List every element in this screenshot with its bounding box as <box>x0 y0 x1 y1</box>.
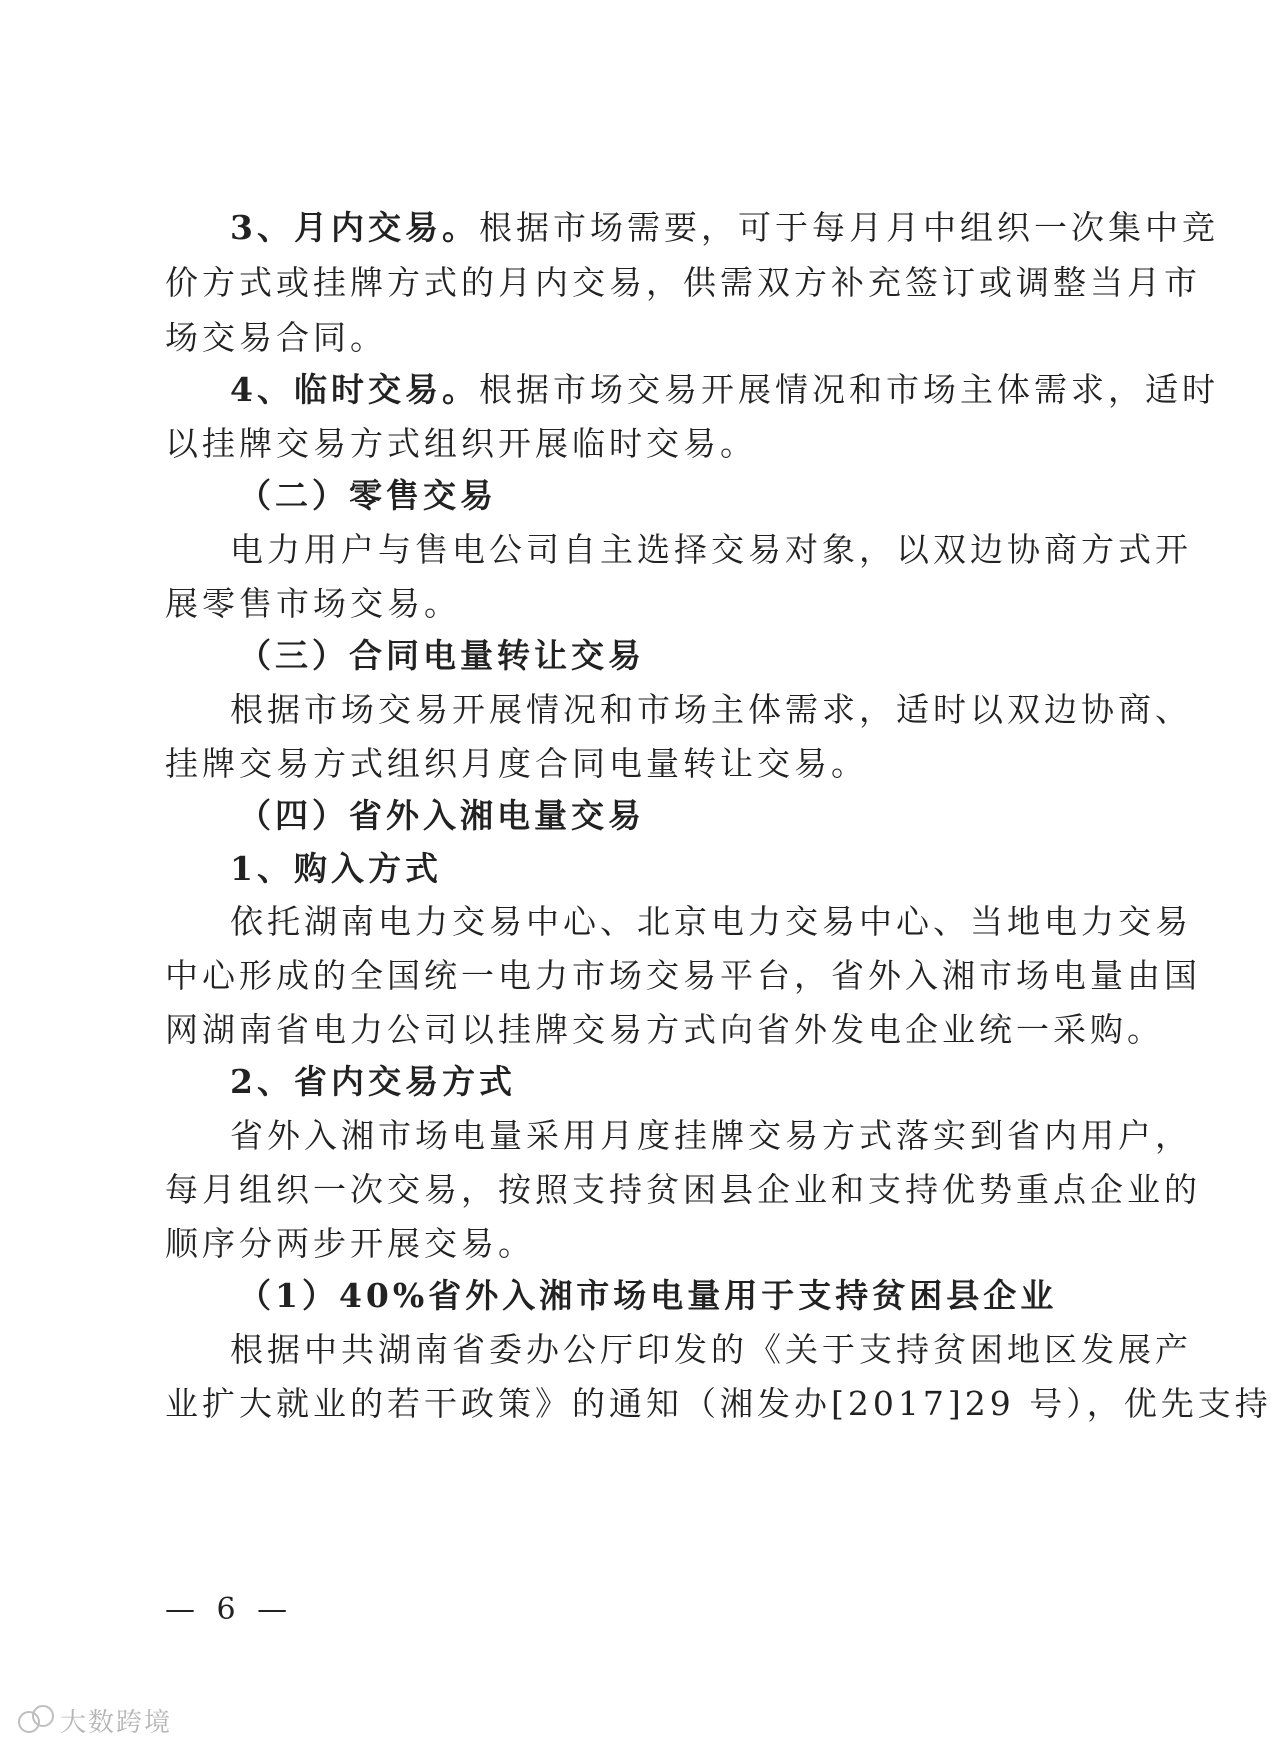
paragraph-line: 展零售市场交易。 <box>165 584 461 623</box>
paragraph-line: 业扩大就业的若干政策》的通知（湘发办[2017]29 号），优先支持 <box>165 1384 1272 1423</box>
section-heading: （四）省外入湘电量交易 <box>238 796 645 835</box>
paragraph-line: 依托湖南电力交易中心、北京电力交易中心、当地电力交易 <box>230 902 1192 941</box>
watermark-text: 大数跨境 <box>60 1707 173 1738</box>
watermark <box>18 1702 172 1738</box>
section-heading: （二）零售交易 <box>238 476 497 515</box>
paragraph-line: 场交易合同。 <box>165 318 387 357</box>
subsection-heading: 1、购入方式 <box>230 849 442 888</box>
item-lead: 3、月内交易。 <box>230 208 479 247</box>
paragraph-line: 挂牌交易方式组织月度合同电量转让交易。 <box>165 744 868 783</box>
paragraph-line <box>230 360 1219 420</box>
watermark-logo-icon <box>18 1705 54 1735</box>
item-lead: 4、临时交易。 <box>230 370 479 409</box>
paragraph-line: 以挂牌交易方式组织开展临时交易。 <box>165 424 757 463</box>
paragraph-line: 根据市场交易开展情况和市场主体需求，适时以双边协商、 <box>230 690 1192 729</box>
page-number: — 6 — <box>165 1592 294 1627</box>
paragraph-line: 价方式或挂牌方式的月内交易，供需双方补充签订或调整当月市 <box>165 263 1201 302</box>
section-heading: （三）合同电量转让交易 <box>238 636 645 675</box>
paragraph-line: 省外入湘市场电量采用月度挂牌交易方式落实到省内用户， <box>230 1116 1192 1155</box>
paragraph-line <box>230 198 1219 258</box>
subsection-heading: 2、省内交易方式 <box>230 1062 516 1101</box>
paragraph-line: 根据中共湖南省委办公厅印发的《关于支持贫困地区发展产 <box>230 1330 1192 1369</box>
paragraph-line: 电力用户与售电公司自主选择交易对象，以双边协商方式开 <box>230 530 1192 569</box>
line-text: 根据市场需要，可于每月月中组织一次集中竞 <box>478 208 1219 247</box>
subsection-heading: （1）40%省外入湘市场电量用于支持贫困县企业 <box>238 1276 1058 1315</box>
paragraph-line: 中心形成的全国统一电力市场交易平台，省外入湘市场电量由国 <box>165 956 1201 995</box>
paragraph-line: 网湖南省电力公司以挂牌交易方式向省外发电企业统一采购。 <box>165 1010 1164 1049</box>
paragraph-line: 顺序分两步开展交易。 <box>165 1224 535 1263</box>
line-text: 根据市场交易开展情况和市场主体需求，适时 <box>478 370 1219 409</box>
paragraph-line: 每月组织一次交易，按照支持贫困县企业和支持优势重点企业的 <box>165 1170 1201 1209</box>
